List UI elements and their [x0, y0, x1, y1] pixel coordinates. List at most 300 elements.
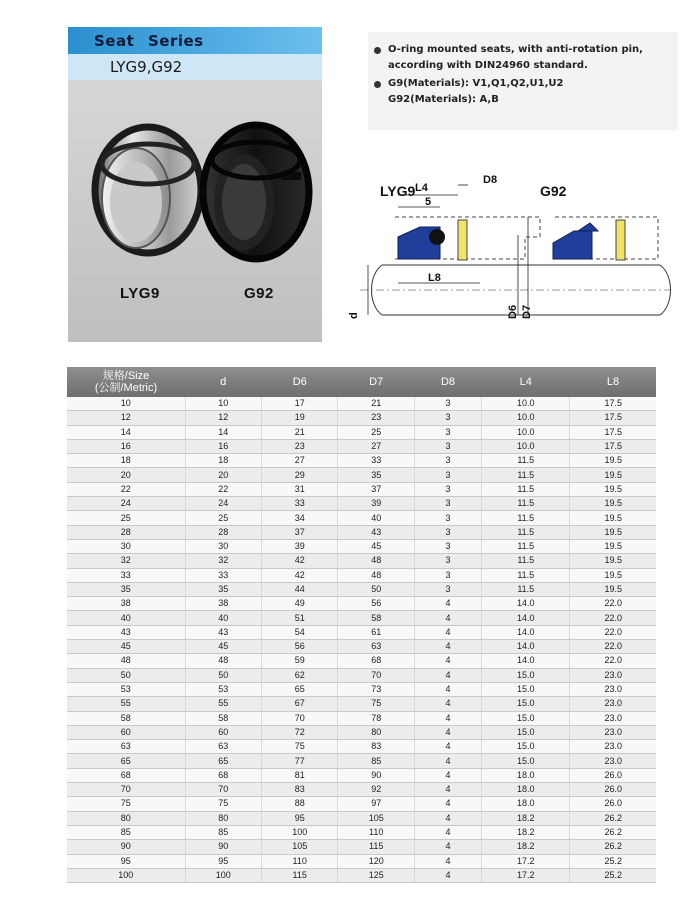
cell-l8: 23.0: [570, 682, 656, 696]
cell-size: 12: [67, 411, 185, 425]
cell-d: 24: [185, 497, 261, 511]
cell-d6: 77: [261, 754, 337, 768]
cell-size: 10: [67, 397, 185, 411]
cell-l8: 17.5: [570, 425, 656, 439]
cell-d8: 3: [414, 468, 481, 482]
cell-l8: 17.5: [570, 397, 656, 411]
cell-d7: 97: [338, 797, 414, 811]
cell-d7: 43: [338, 525, 414, 539]
table-row: [67, 768, 656, 782]
cell-l8: 19.5: [570, 454, 656, 468]
cell-d: 30: [185, 539, 261, 553]
cell-d: 14: [185, 425, 261, 439]
cell-d6: 27: [261, 454, 337, 468]
cell-d6: 54: [261, 625, 337, 639]
table-row: [67, 625, 656, 639]
cell-d8: 4: [414, 783, 481, 797]
cell-d7: 73: [338, 682, 414, 696]
dim-5: 5: [425, 196, 432, 208]
cell-l8: 19.5: [570, 582, 656, 596]
cell-d8: 3: [414, 582, 481, 596]
dim-d8: D8: [483, 174, 498, 186]
cell-d: 18: [185, 454, 261, 468]
cell-d6: 42: [261, 568, 337, 582]
table-row: [67, 397, 656, 411]
cell-l4: 18.0: [482, 797, 570, 811]
cell-size: 20: [67, 468, 185, 482]
cell-l4: 15.0: [482, 682, 570, 696]
cell-l4: 15.0: [482, 725, 570, 739]
header-l4: L4: [482, 367, 570, 397]
table-body: [67, 397, 656, 883]
cell-d8: 3: [414, 454, 481, 468]
cell-d7: 125: [338, 868, 414, 882]
cell-d8: 4: [414, 740, 481, 754]
cell-d7: 48: [338, 554, 414, 568]
cell-d6: 21: [261, 425, 337, 439]
cell-d6: 95: [261, 811, 337, 825]
cell-l8: 23.0: [570, 740, 656, 754]
cell-d6: 37: [261, 525, 337, 539]
cell-l8: 17.5: [570, 439, 656, 453]
cell-d: 95: [185, 854, 261, 868]
cell-size: 68: [67, 768, 185, 782]
cell-d7: 110: [338, 825, 414, 839]
table-row: [67, 468, 656, 482]
table-row: [67, 640, 656, 654]
cell-d6: 105: [261, 840, 337, 854]
cell-d8: 3: [414, 497, 481, 511]
cell-size: 80: [67, 811, 185, 825]
cell-size: 70: [67, 783, 185, 797]
cell-d: 90: [185, 840, 261, 854]
table-row: [67, 411, 656, 425]
cell-d6: 17: [261, 397, 337, 411]
cell-d: 22: [185, 482, 261, 496]
cell-l4: 14.0: [482, 597, 570, 611]
cell-l8: 19.5: [570, 482, 656, 496]
cell-d7: 33: [338, 454, 414, 468]
feature-line: G92(Materials): A,B: [388, 94, 499, 105]
cell-d: 100: [185, 868, 261, 882]
cell-l4: 11.5: [482, 511, 570, 525]
cell-l8: 26.0: [570, 797, 656, 811]
cell-size: 43: [67, 625, 185, 639]
cell-l8: 22.0: [570, 654, 656, 668]
cell-size: 53: [67, 682, 185, 696]
cell-l8: 26.0: [570, 783, 656, 797]
cell-d: 68: [185, 768, 261, 782]
cell-d6: 39: [261, 539, 337, 553]
cell-d8: 4: [414, 840, 481, 854]
cell-l4: 11.5: [482, 582, 570, 596]
table-header-row: [67, 367, 656, 397]
cell-l4: 18.2: [482, 811, 570, 825]
cell-d7: 70: [338, 668, 414, 682]
cell-l4: 10.0: [482, 439, 570, 453]
cell-size: 55: [67, 697, 185, 711]
cell-size: 85: [67, 825, 185, 839]
cell-l8: 19.5: [570, 497, 656, 511]
cell-d8: 4: [414, 682, 481, 696]
cell-l4: 15.0: [482, 754, 570, 768]
cell-l4: 10.0: [482, 411, 570, 425]
cell-d: 20: [185, 468, 261, 482]
cell-d6: 56: [261, 640, 337, 654]
cell-d8: 4: [414, 597, 481, 611]
cell-d8: 4: [414, 611, 481, 625]
cell-d6: 75: [261, 740, 337, 754]
cell-l4: 15.0: [482, 711, 570, 725]
table-row: [67, 797, 656, 811]
cell-d7: 23: [338, 411, 414, 425]
g92-ring: [203, 125, 309, 259]
cell-l4: 14.0: [482, 654, 570, 668]
cell-d6: 115: [261, 868, 337, 882]
cell-l8: 23.0: [570, 697, 656, 711]
table-row: [67, 482, 656, 496]
cell-size: 25: [67, 511, 185, 525]
cell-d8: 3: [414, 525, 481, 539]
cell-d: 53: [185, 682, 261, 696]
cell-d7: 90: [338, 768, 414, 782]
header-d: d: [185, 367, 261, 397]
cell-l4: 14.0: [482, 611, 570, 625]
cell-d6: 62: [261, 668, 337, 682]
table-row: [67, 854, 656, 868]
cell-d7: 50: [338, 582, 414, 596]
cell-d7: 105: [338, 811, 414, 825]
series-title-bar: [68, 27, 322, 54]
cell-d8: 3: [414, 554, 481, 568]
cell-size: 48: [67, 654, 185, 668]
table-row: [67, 840, 656, 854]
cell-d7: 39: [338, 497, 414, 511]
lyg9-ring: [95, 127, 201, 253]
cell-d8: 3: [414, 539, 481, 553]
cell-l8: 22.0: [570, 597, 656, 611]
table-row: [67, 568, 656, 582]
cell-l4: 11.5: [482, 539, 570, 553]
cell-d6: 67: [261, 697, 337, 711]
seat-cross-section: [340, 165, 680, 340]
cell-d6: 88: [261, 797, 337, 811]
series-title: Seat Series: [94, 32, 204, 50]
cell-l8: 19.5: [570, 511, 656, 525]
cell-size: 28: [67, 525, 185, 539]
drawing-label-lyg9: LYG9: [380, 183, 416, 199]
cell-l8: 19.5: [570, 554, 656, 568]
cell-l4: 14.0: [482, 640, 570, 654]
cell-size: 65: [67, 754, 185, 768]
dim-l8: L8: [428, 272, 441, 284]
cell-size: 16: [67, 439, 185, 453]
cell-d: 50: [185, 668, 261, 682]
cell-l8: 26.2: [570, 825, 656, 839]
dimension-table: [67, 367, 656, 883]
cell-d6: 83: [261, 783, 337, 797]
cell-d6: 29: [261, 468, 337, 482]
cell-size: 100: [67, 868, 185, 882]
cell-l4: 14.0: [482, 625, 570, 639]
cell-d7: 61: [338, 625, 414, 639]
cell-d8: 3: [414, 425, 481, 439]
cell-l4: 15.0: [482, 740, 570, 754]
cell-d6: 70: [261, 711, 337, 725]
table-row: [67, 811, 656, 825]
cell-d6: 100: [261, 825, 337, 839]
cell-size: 35: [67, 582, 185, 596]
table-row: [67, 825, 656, 839]
cell-d8: 4: [414, 640, 481, 654]
cell-l8: 19.5: [570, 525, 656, 539]
cell-l8: 23.0: [570, 668, 656, 682]
dim-d: d: [348, 312, 360, 319]
cell-size: 18: [67, 454, 185, 468]
cell-d8: 3: [414, 397, 481, 411]
cell-d: 48: [185, 654, 261, 668]
cell-d: 55: [185, 697, 261, 711]
cell-d: 85: [185, 825, 261, 839]
cell-d6: 34: [261, 511, 337, 525]
header-d8: D8: [414, 367, 481, 397]
cell-d: 45: [185, 640, 261, 654]
table-row: [67, 539, 656, 553]
table-row: [67, 582, 656, 596]
feature-list: [368, 32, 678, 130]
table-row: [67, 511, 656, 525]
cell-d7: 37: [338, 482, 414, 496]
cell-l8: 25.2: [570, 854, 656, 868]
cell-d8: 4: [414, 868, 481, 882]
table-row: [67, 740, 656, 754]
cell-l4: 11.5: [482, 525, 570, 539]
cell-l4: 18.2: [482, 825, 570, 839]
cell-d7: 63: [338, 640, 414, 654]
cell-l8: 22.0: [570, 625, 656, 639]
cell-d: 35: [185, 582, 261, 596]
technical-drawing: [340, 165, 680, 345]
cell-l4: 15.0: [482, 668, 570, 682]
cell-d8: 4: [414, 797, 481, 811]
cell-d: 80: [185, 811, 261, 825]
cell-d6: 59: [261, 654, 337, 668]
cell-size: 22: [67, 482, 185, 496]
cell-l4: 11.5: [482, 482, 570, 496]
cell-l4: 17.2: [482, 868, 570, 882]
series-subtitle-bar: [68, 54, 322, 81]
cell-d: 38: [185, 597, 261, 611]
cell-size: 33: [67, 568, 185, 582]
cell-d: 63: [185, 740, 261, 754]
cell-l8: 23.0: [570, 754, 656, 768]
cell-d6: 65: [261, 682, 337, 696]
cell-d: 25: [185, 511, 261, 525]
cell-d8: 4: [414, 754, 481, 768]
caption-lyg9: LYG9: [120, 285, 160, 302]
cell-d8: 3: [414, 411, 481, 425]
cell-d8: 3: [414, 439, 481, 453]
cell-d: 12: [185, 411, 261, 425]
cell-d: 10: [185, 397, 261, 411]
cell-d6: 110: [261, 854, 337, 868]
cell-l8: 19.5: [570, 539, 656, 553]
cell-d8: 4: [414, 854, 481, 868]
cell-size: 50: [67, 668, 185, 682]
cell-d6: 19: [261, 411, 337, 425]
cell-size: 45: [67, 640, 185, 654]
caption-g92: G92: [244, 285, 274, 302]
cell-l4: 10.0: [482, 397, 570, 411]
cell-size: 40: [67, 611, 185, 625]
table-row: [67, 525, 656, 539]
cell-d7: 48: [338, 568, 414, 582]
table-row: [67, 654, 656, 668]
cell-l4: 11.5: [482, 568, 570, 582]
table-row: [67, 697, 656, 711]
cell-l4: 15.0: [482, 697, 570, 711]
cell-d: 33: [185, 568, 261, 582]
cell-l8: 22.0: [570, 640, 656, 654]
table-row: [67, 554, 656, 568]
cell-d: 65: [185, 754, 261, 768]
cell-l8: 26.2: [570, 811, 656, 825]
cell-size: 58: [67, 711, 185, 725]
bullet-dot: [374, 47, 381, 54]
cell-d6: 31: [261, 482, 337, 496]
table-row: [67, 868, 656, 882]
cell-d6: 33: [261, 497, 337, 511]
cell-d8: 4: [414, 825, 481, 839]
table-row: [67, 725, 656, 739]
table-row: [67, 454, 656, 468]
cell-d6: 81: [261, 768, 337, 782]
cell-size: 30: [67, 539, 185, 553]
cell-d7: 83: [338, 740, 414, 754]
cell-d7: 40: [338, 511, 414, 525]
cell-d7: 21: [338, 397, 414, 411]
cell-d8: 4: [414, 625, 481, 639]
cell-d7: 115: [338, 840, 414, 854]
cell-d7: 80: [338, 725, 414, 739]
cell-d8: 3: [414, 482, 481, 496]
cell-d6: 44: [261, 582, 337, 596]
cell-l4: 11.5: [482, 454, 570, 468]
cell-l4: 18.2: [482, 840, 570, 854]
cell-d7: 58: [338, 611, 414, 625]
cell-l8: 19.5: [570, 568, 656, 582]
cell-d8: 4: [414, 725, 481, 739]
cell-d6: 42: [261, 554, 337, 568]
cell-l8: 17.5: [570, 411, 656, 425]
cell-d: 32: [185, 554, 261, 568]
cell-size: 60: [67, 725, 185, 739]
feature-line: O-ring mounted seats, with anti-rotation pin,: [388, 44, 643, 55]
header-d6: D6: [261, 367, 337, 397]
cell-d8: 4: [414, 768, 481, 782]
table-row: [67, 425, 656, 439]
cell-d7: 27: [338, 439, 414, 453]
cell-d8: 4: [414, 668, 481, 682]
table-row: [67, 711, 656, 725]
cell-l8: 26.0: [570, 768, 656, 782]
cell-l8: 23.0: [570, 711, 656, 725]
bullet-dot: [374, 81, 381, 88]
cell-d: 28: [185, 525, 261, 539]
cell-size: 38: [67, 597, 185, 611]
cell-size: 95: [67, 854, 185, 868]
cell-size: 63: [67, 740, 185, 754]
cell-size: 14: [67, 425, 185, 439]
cell-size: 75: [67, 797, 185, 811]
cell-size: 24: [67, 497, 185, 511]
cell-d8: 4: [414, 654, 481, 668]
cell-d7: 78: [338, 711, 414, 725]
cell-l4: 11.5: [482, 468, 570, 482]
drawing-label-g92: G92: [540, 183, 567, 199]
cell-l8: 23.0: [570, 725, 656, 739]
cell-d7: 75: [338, 697, 414, 711]
cell-l8: 26.2: [570, 840, 656, 854]
series-models: LYG9,G92: [110, 58, 183, 76]
dim-d6: D6: [507, 304, 519, 319]
feature-line: according with DIN24960 standard.: [388, 60, 588, 71]
cell-l4: 18.0: [482, 783, 570, 797]
cell-l8: 22.0: [570, 611, 656, 625]
cell-size: 90: [67, 840, 185, 854]
seat-rings-illustration: [68, 80, 322, 342]
cell-l8: 19.5: [570, 468, 656, 482]
table-row: [67, 682, 656, 696]
cell-d7: 25: [338, 425, 414, 439]
cell-l8: 25.2: [570, 868, 656, 882]
cell-d: 75: [185, 797, 261, 811]
cell-l4: 17.2: [482, 854, 570, 868]
cell-d: 60: [185, 725, 261, 739]
cell-d7: 92: [338, 783, 414, 797]
cell-d8: 4: [414, 697, 481, 711]
table-row: [67, 597, 656, 611]
header-size: 规格/Size (公制/Metric): [67, 367, 185, 397]
cell-l4: 18.0: [482, 768, 570, 782]
header-d7: D7: [338, 367, 414, 397]
cell-d7: 120: [338, 854, 414, 868]
cell-d: 58: [185, 711, 261, 725]
cell-d8: 4: [414, 811, 481, 825]
table-row: [67, 497, 656, 511]
cell-d6: 23: [261, 439, 337, 453]
cell-size: 32: [67, 554, 185, 568]
cell-d: 40: [185, 611, 261, 625]
feature-line: G9(Materials): V1,Q1,Q2,U1,U2: [388, 78, 564, 89]
cell-d: 70: [185, 783, 261, 797]
cell-d6: 72: [261, 725, 337, 739]
cell-d7: 56: [338, 597, 414, 611]
cell-l4: 11.5: [482, 554, 570, 568]
dim-l4: L4: [415, 182, 428, 194]
cell-d7: 85: [338, 754, 414, 768]
cell-l4: 11.5: [482, 497, 570, 511]
cell-d8: 4: [414, 711, 481, 725]
cell-d7: 45: [338, 539, 414, 553]
cell-d7: 35: [338, 468, 414, 482]
cell-d8: 3: [414, 511, 481, 525]
table-row: [67, 783, 656, 797]
cell-d7: 68: [338, 654, 414, 668]
dim-d7: D7: [521, 304, 533, 319]
cell-l4: 10.0: [482, 425, 570, 439]
table-row: [67, 754, 656, 768]
